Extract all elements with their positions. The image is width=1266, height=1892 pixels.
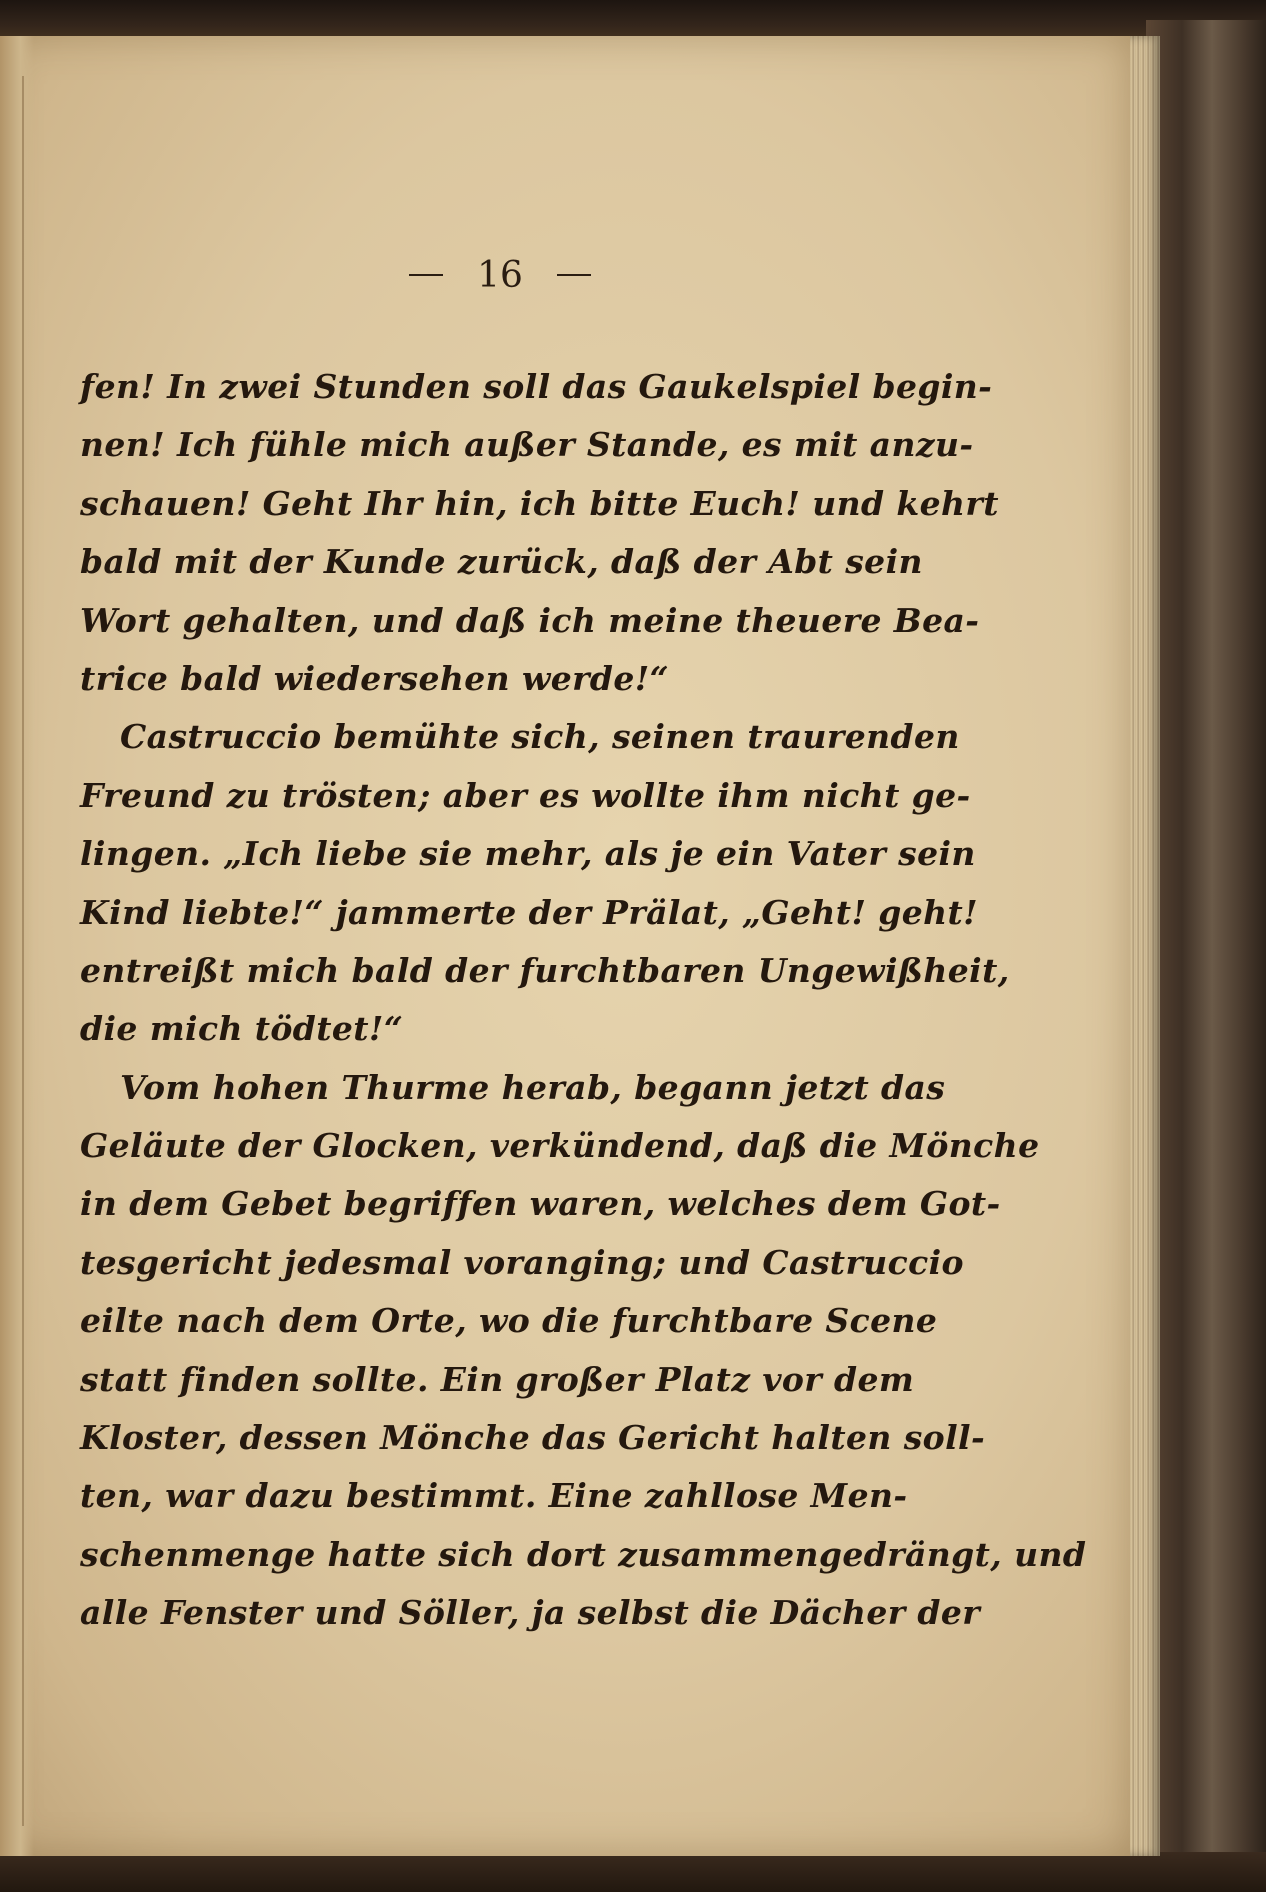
text-line: fen! In zwei Stunden soll das Gaukelspiel begin- [80, 367, 993, 406]
text-line: nen! Ich fühle mich außer Stande, es mit anzu- [80, 425, 974, 465]
text-line: statt finden sollte. Ein großer Platz vor dem [80, 1359, 915, 1399]
text-line: lingen. „Ich liebe sie mehr, als je ein Vater sein [80, 834, 976, 874]
book-page [0, 36, 1130, 1856]
body-text [80, 358, 1087, 1643]
header-dash-left [409, 274, 443, 276]
book-cover-bottom [0, 1852, 1266, 1892]
text-line: in dem Gebet begriffen waren, welches dem Got- [80, 1184, 1001, 1224]
text-line: tesgericht jedesmal voranging; und Castruccio [80, 1242, 964, 1282]
text-line: alle Fenster und Söller, ja selbst die Dächer der [80, 1593, 981, 1633]
page-header [380, 250, 620, 300]
book-cover-edge [1146, 20, 1266, 1892]
text-line: schauen! Geht Ihr hin, ich bitte Euch! und kehrt [80, 483, 999, 523]
text-line: Kloster, dessen Mönche das Gericht halten soll- [80, 1418, 986, 1458]
page-gutter [0, 36, 34, 1856]
text-line: Vom hohen Thurme herab, begann jetzt das [120, 1067, 946, 1107]
text-line: Geläute der Glocken, verkündend, daß die Mönche [80, 1126, 1040, 1166]
text-line: Kind liebte!“ jammerte der Prälat, „Geht! geht! [80, 892, 979, 932]
header-dash-right [557, 274, 591, 276]
text-line: Freund zu trösten; aber es wollte ihm nicht ge- [80, 775, 971, 815]
text-line: die mich tödtet!“ [80, 1009, 404, 1049]
page-number: 16 [477, 254, 523, 296]
gutter-line [22, 76, 24, 1826]
text-line: eilte nach dem Orte, wo die furchtbare Scene [80, 1301, 938, 1341]
text-line: Castruccio bemühte sich, seinen traurenden [120, 717, 960, 757]
text-line: entreißt mich bald der furchtbaren Ungewißheit, [80, 950, 1010, 990]
text-line: Wort gehalten, und daß ich meine theuere Bea- [80, 600, 980, 640]
text-line: trice bald wiedersehen werde!“ [80, 658, 670, 698]
text-line: bald mit der Kunde zurück, daß der Abt sein [80, 542, 923, 582]
text-line: ten, war dazu bestimmt. Eine zahllose Men- [80, 1476, 908, 1516]
text-line: schenmenge hatte sich dort zusammengedrängt, und [80, 1534, 1087, 1574]
